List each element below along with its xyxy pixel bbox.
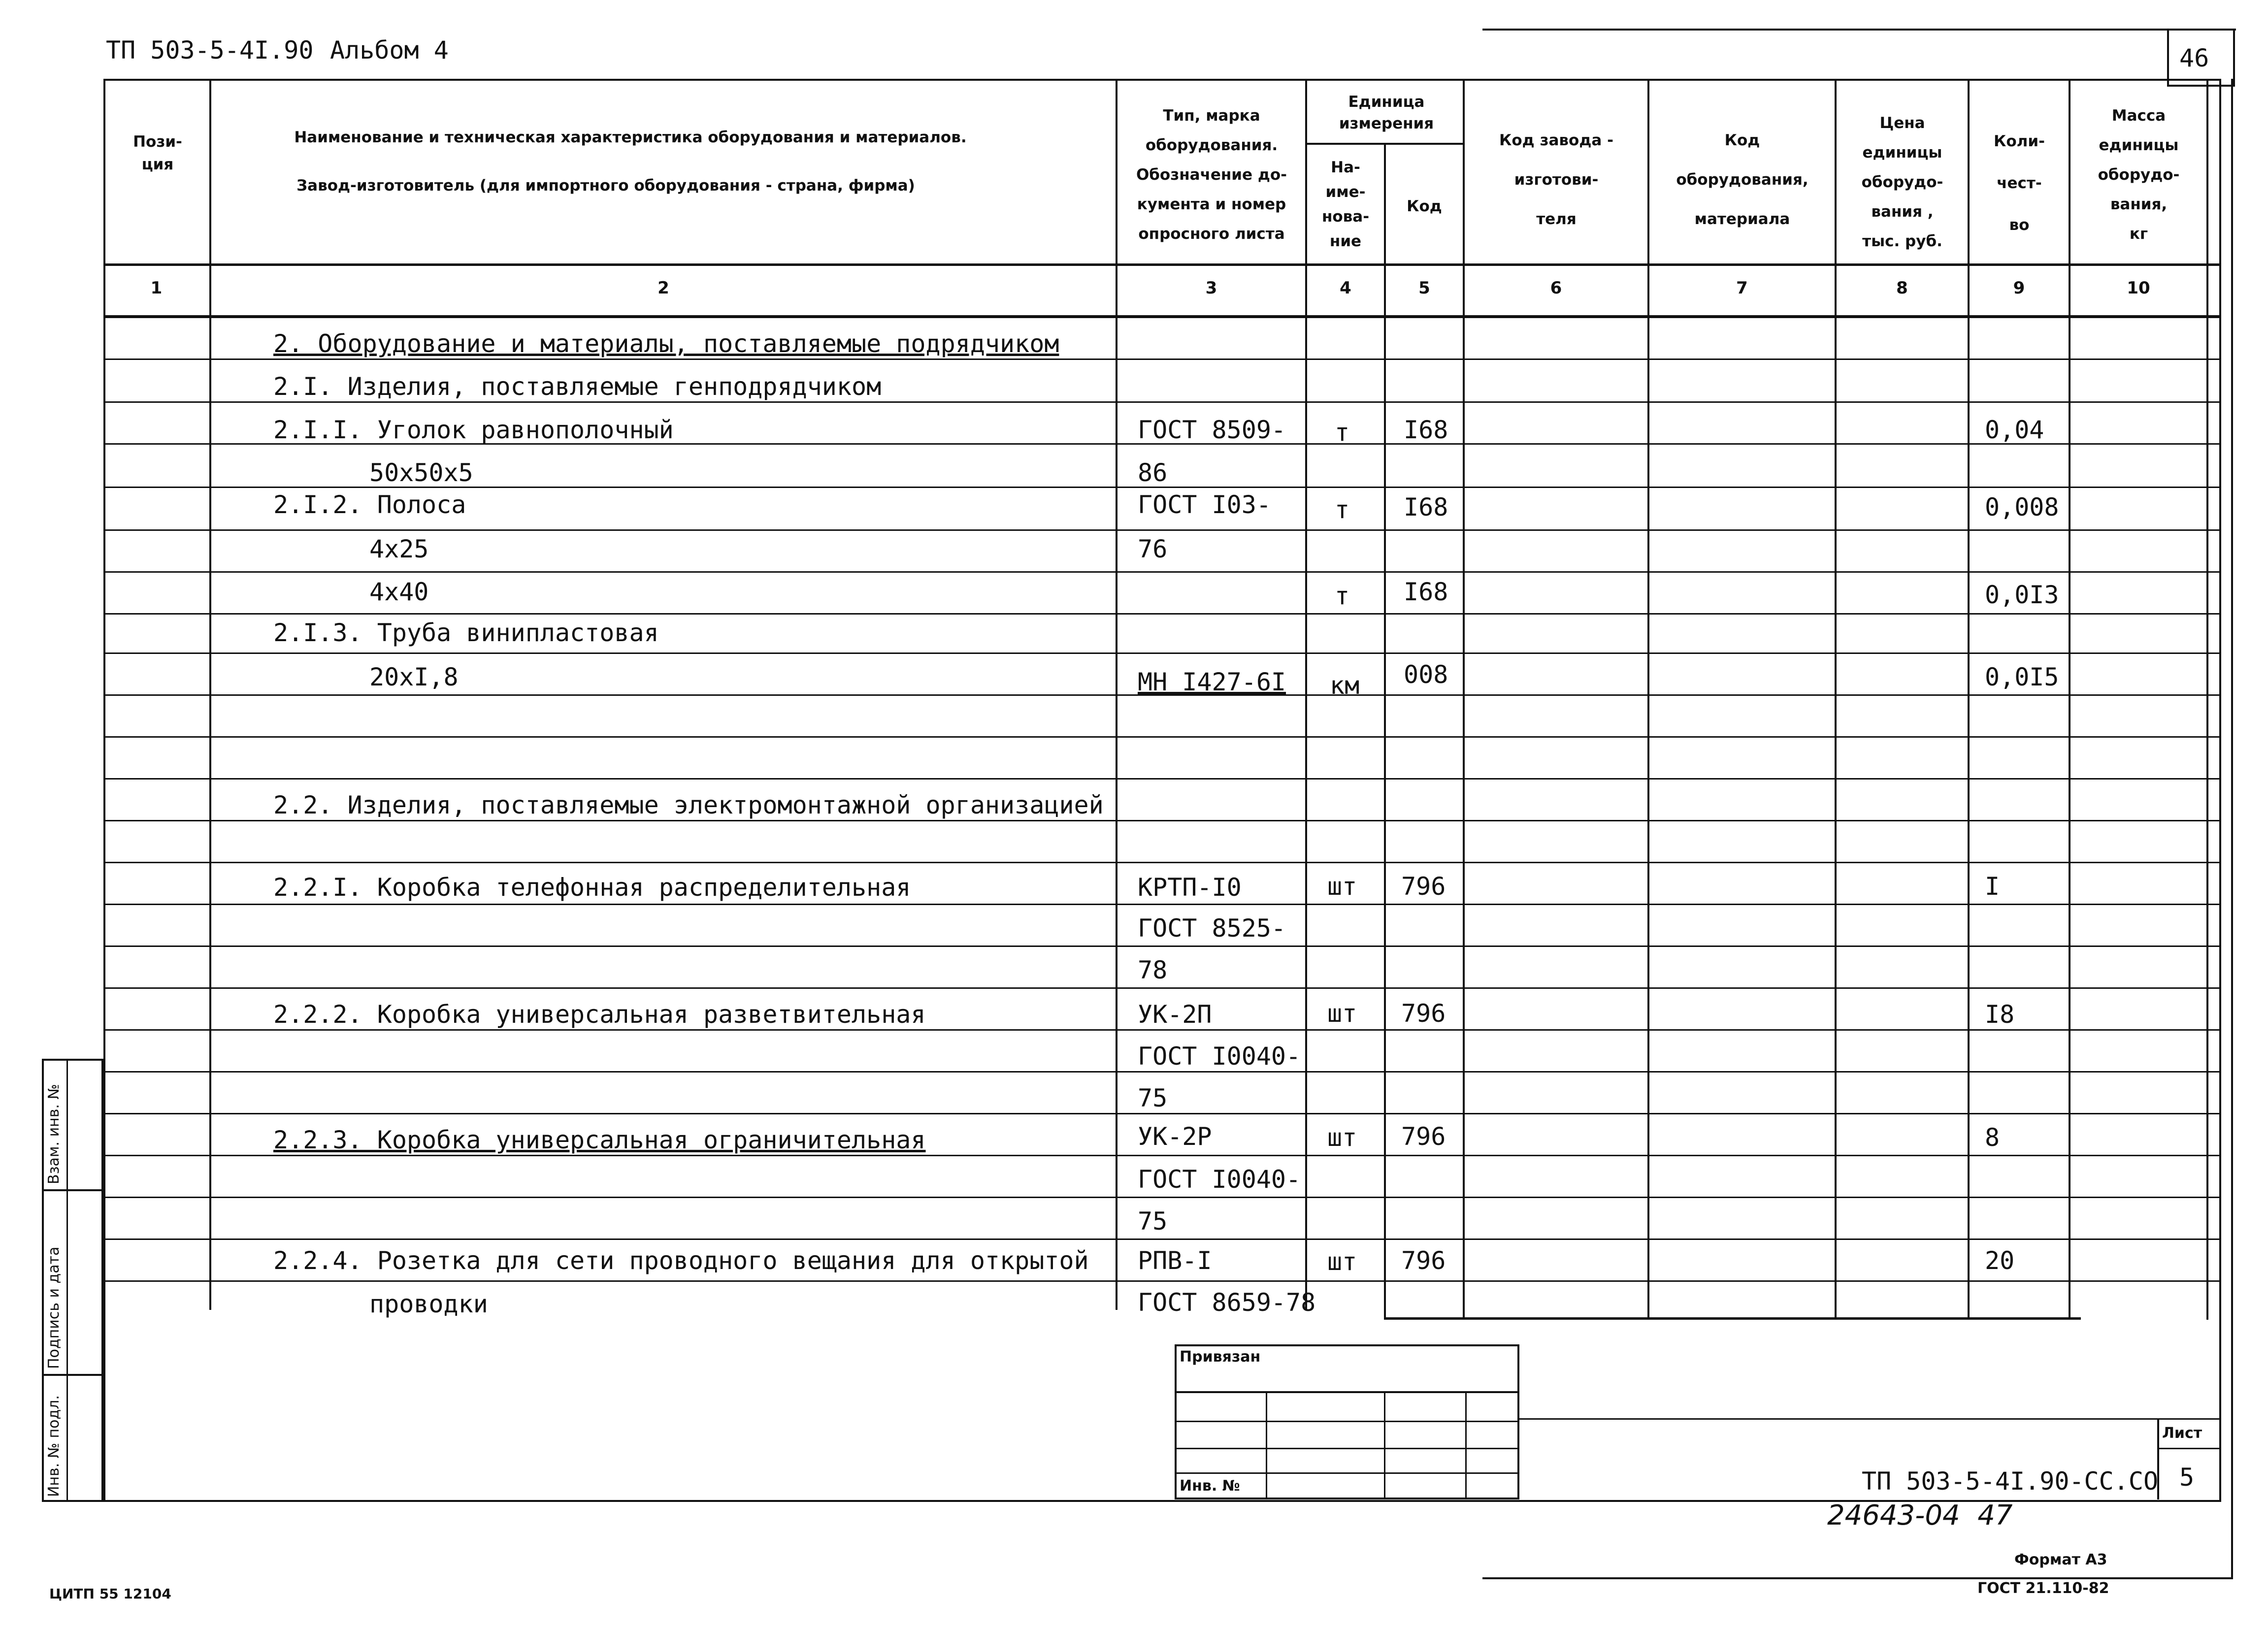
row-name: 2. Оборудование и материалы, поставляемые подрядчиком: [273, 329, 1059, 358]
row-name: 50x50x5: [369, 458, 473, 487]
row-line: [103, 1113, 2221, 1114]
column-number: 2: [657, 278, 669, 298]
header-c10-line: кг: [2129, 225, 2148, 243]
stamp-vline: [1266, 1391, 1267, 1499]
table-bottom-line: [1384, 1317, 2081, 1320]
header-c8-line: тыс. руб.: [1862, 232, 1942, 250]
row-qty: 20: [1985, 1246, 2015, 1275]
row-qty: I8: [1985, 1000, 2015, 1029]
row-line: [103, 1238, 2221, 1240]
row-line: [103, 736, 2221, 738]
stamp-line: [1175, 1391, 1519, 1393]
header-c3-line: опросного листа: [1138, 225, 1285, 243]
printer-mark: ЦИТП 55 12104: [49, 1586, 171, 1602]
handwritten-number: 24643-04 47: [1827, 1499, 2013, 1531]
column-number: 7: [1736, 278, 1748, 298]
doc-code-top: ТП 503-5-4I.90: [106, 36, 314, 65]
header-c2-line2: Завод-изготовитель (для импортного оборудования - страна, фирма): [296, 177, 915, 195]
row-line: [103, 904, 2221, 905]
row-unit: шт: [1327, 1123, 1357, 1152]
header-c3-line: кумента и номер: [1137, 195, 1286, 213]
row-type: ГОСТ 8659-78: [1138, 1288, 1316, 1317]
right-outer-border: [2231, 79, 2233, 1578]
header-unit-group: Единица измерения: [1339, 93, 1434, 132]
header-c3: [1118, 101, 1305, 249]
header-c10-line: вания,: [2110, 195, 2168, 213]
row-qty: 8: [1985, 1123, 2000, 1152]
header-c4-line: име-: [1325, 183, 1366, 201]
column-number: 6: [1550, 278, 1562, 298]
inv-podl-label: Инв. № подл.: [45, 1395, 63, 1497]
row-name: 2.2.3. Коробка универсальная ограничительная: [273, 1126, 926, 1154]
row-code: 796: [1401, 1246, 1446, 1275]
row-name: 2.I.I. Уголок равнополочный: [273, 416, 674, 444]
row-name: 2.I. Изделия, поставляемые генподрядчиком: [273, 372, 882, 401]
header-c10-line: единицы: [2099, 136, 2179, 154]
header-bottom-line: [103, 263, 2221, 266]
row-unit: т: [1335, 582, 1350, 610]
row-name: 2.2.2. Коробка универсальная разветвительная: [273, 1000, 926, 1029]
stamp-line: [1175, 1472, 1519, 1474]
header-c7: [1650, 121, 1835, 239]
row-type: ГОСТ 8509-: [1138, 416, 1286, 444]
row-line: [103, 945, 2221, 947]
row-name: 2.2. Изделия, поставляемые электромонтажной организацией: [273, 791, 1104, 819]
row-line: [103, 987, 2221, 989]
row-type: 76: [1138, 535, 1168, 563]
row-qty: 0,0I5: [1985, 663, 2059, 691]
colnum-bottom-line: [103, 315, 2221, 318]
row-line: [103, 358, 2221, 360]
stamp-vline: [1465, 1391, 1467, 1499]
row-type: ГОСТ I03-: [1138, 490, 1271, 519]
header-c2-line1: Наименование и техническая характеристика оборудования и материалов.: [294, 129, 967, 146]
column-number: 5: [1418, 278, 1430, 298]
row-line: [103, 862, 2221, 863]
row-code: I68: [1404, 493, 1448, 521]
row-code: I68: [1404, 578, 1448, 606]
side-stamp-vline: [66, 1059, 68, 1502]
row-unit: т: [1335, 418, 1350, 447]
row-code: I68: [1404, 416, 1448, 444]
side-stamp-line: [42, 1374, 103, 1376]
sheet-number: 5: [2179, 1463, 2195, 1492]
column-number: 8: [1896, 278, 1908, 298]
row-name: проводки: [369, 1290, 488, 1318]
header-c4-line: На-: [1331, 159, 1360, 176]
row-name: 2.2.I. Коробка телефонная распределительная: [273, 873, 911, 902]
header-c8-line: оборудо-: [1861, 173, 1943, 191]
row-type: УК-2П: [1138, 1000, 1212, 1029]
header-c3-line: оборудования.: [1145, 136, 1278, 154]
header-c1: Пози-ция: [133, 133, 182, 173]
podpis-label: Подпись и дата: [45, 1246, 63, 1369]
row-line: [103, 1197, 2221, 1198]
row-line: [103, 1071, 2221, 1073]
row-qty: 0,0I3: [1985, 581, 2059, 609]
header-c10: [2071, 101, 2206, 249]
row-type: 78: [1138, 956, 1168, 984]
column-number: 4: [1340, 278, 1351, 298]
vzam-label: Взам. инв. №: [45, 1084, 63, 1184]
column-number: 3: [1205, 278, 1217, 298]
row-type: РПВ-I: [1138, 1246, 1212, 1275]
row-qty: 0,04: [1985, 416, 2044, 444]
row-qty: I: [1985, 872, 2000, 901]
header-c8-line: Цена: [1879, 114, 1925, 132]
unit-group-line: [1305, 143, 1465, 145]
row-name: 2.I.3. Труба винипластовая: [273, 619, 659, 647]
header-c6-line: теля: [1536, 210, 1577, 228]
row-type: 75: [1138, 1207, 1168, 1236]
row-line: [103, 613, 2221, 615]
stamp-line: [1175, 1448, 1519, 1449]
list-label: Лист: [2162, 1425, 2202, 1442]
header-c6: [1465, 121, 1647, 239]
doc-code-stamp: ТП 503-5-4I.90-СС.СО: [1862, 1467, 2159, 1496]
page-number: 46: [2179, 44, 2209, 72]
header-c8-line: вания ,: [1871, 203, 1934, 221]
row-line: [103, 1280, 2221, 1282]
header-c7-line: Код: [1724, 131, 1760, 149]
row-line: [103, 571, 2221, 573]
side-stamp-line: [42, 1189, 103, 1191]
header-c6-line: Код завода -: [1499, 131, 1613, 149]
row-line: [103, 778, 2221, 780]
row-name: 2.I.2. Полоса: [273, 490, 466, 519]
header-c3-line: Тип, марка: [1163, 107, 1260, 125]
header-c9-line: Коли-: [1994, 132, 2045, 150]
row-unit: шт: [1327, 872, 1357, 901]
row-line: [103, 1029, 2221, 1031]
row-name: 2.2.4. Розетка для сети проводного вещания для открытой: [273, 1246, 1089, 1275]
header-c7-line: оборудования,: [1676, 171, 1808, 189]
column-number: 9: [2013, 278, 2025, 298]
row-type: 86: [1138, 458, 1168, 487]
column-number: 10: [2127, 278, 2150, 298]
list-box-line: [2157, 1448, 2221, 1449]
row-unit: шт: [1327, 999, 1357, 1028]
stamp-line: [1175, 1421, 1519, 1422]
row-type: МН I427-6I: [1138, 668, 1286, 696]
header-c3-line: Обозначение до-: [1136, 166, 1287, 184]
row-unit: т: [1335, 495, 1350, 524]
header-c9: [1970, 121, 2069, 246]
header-c4-line: ние: [1329, 232, 1362, 250]
stamp-vline: [1384, 1391, 1385, 1499]
privyazan-label: Привязан: [1180, 1348, 1261, 1366]
header-c9-line: чест-: [1997, 174, 2042, 192]
format-label: Формат А3: [2014, 1551, 2107, 1568]
row-type: 75: [1138, 1084, 1168, 1112]
title-block-top: [1519, 1418, 2221, 1420]
row-name: 4x25: [369, 535, 429, 563]
col-line-4: [1384, 143, 1386, 1320]
row-type: ГОСТ 8525-: [1138, 914, 1286, 943]
row-unit: шт: [1327, 1247, 1357, 1276]
row-line: [103, 820, 2221, 821]
header-c9-line: во: [2009, 216, 2030, 234]
row-unit: км: [1330, 671, 1360, 700]
row-name: 20xI,8: [369, 663, 459, 691]
row-code: 796: [1401, 999, 1446, 1028]
header-c8: [1837, 108, 1968, 256]
inv-no-label: Инв. №: [1180, 1477, 1240, 1495]
header-c6-line: изготови-: [1514, 171, 1599, 189]
row-code: 796: [1401, 1122, 1446, 1151]
header-c4: [1306, 155, 1385, 254]
header-c8-line: единицы: [1862, 144, 1942, 162]
row-qty: 0,008: [1985, 493, 2059, 521]
header-c10-line: Масса: [2111, 107, 2166, 125]
row-code: 008: [1404, 660, 1448, 689]
header-c5: Код: [1407, 197, 1442, 215]
bottom-outer-border: [1482, 1577, 2233, 1579]
row-line: [103, 1155, 2221, 1156]
row-type: УК-2Р: [1138, 1122, 1212, 1151]
header-c7-line: материала: [1694, 210, 1790, 228]
row-type: ГОСТ I0040-: [1138, 1165, 1301, 1194]
row-line: [103, 529, 2221, 531]
row-name: 4x40: [369, 578, 429, 606]
column-number: 1: [150, 278, 163, 298]
row-code: 796: [1401, 872, 1446, 901]
header-c4-line: нова-: [1321, 208, 1370, 226]
album-label: Альбом 4: [330, 36, 449, 65]
gost-label: ГОСТ 21.110-82: [1977, 1580, 2109, 1597]
row-type: КРТП-I0: [1138, 873, 1242, 902]
row-line: [103, 401, 2221, 403]
row-type: ГОСТ I0040-: [1138, 1042, 1301, 1071]
row-line: [103, 652, 2221, 654]
header-c10-line: оборудо-: [2098, 166, 2180, 184]
top-line: [1482, 29, 2236, 31]
